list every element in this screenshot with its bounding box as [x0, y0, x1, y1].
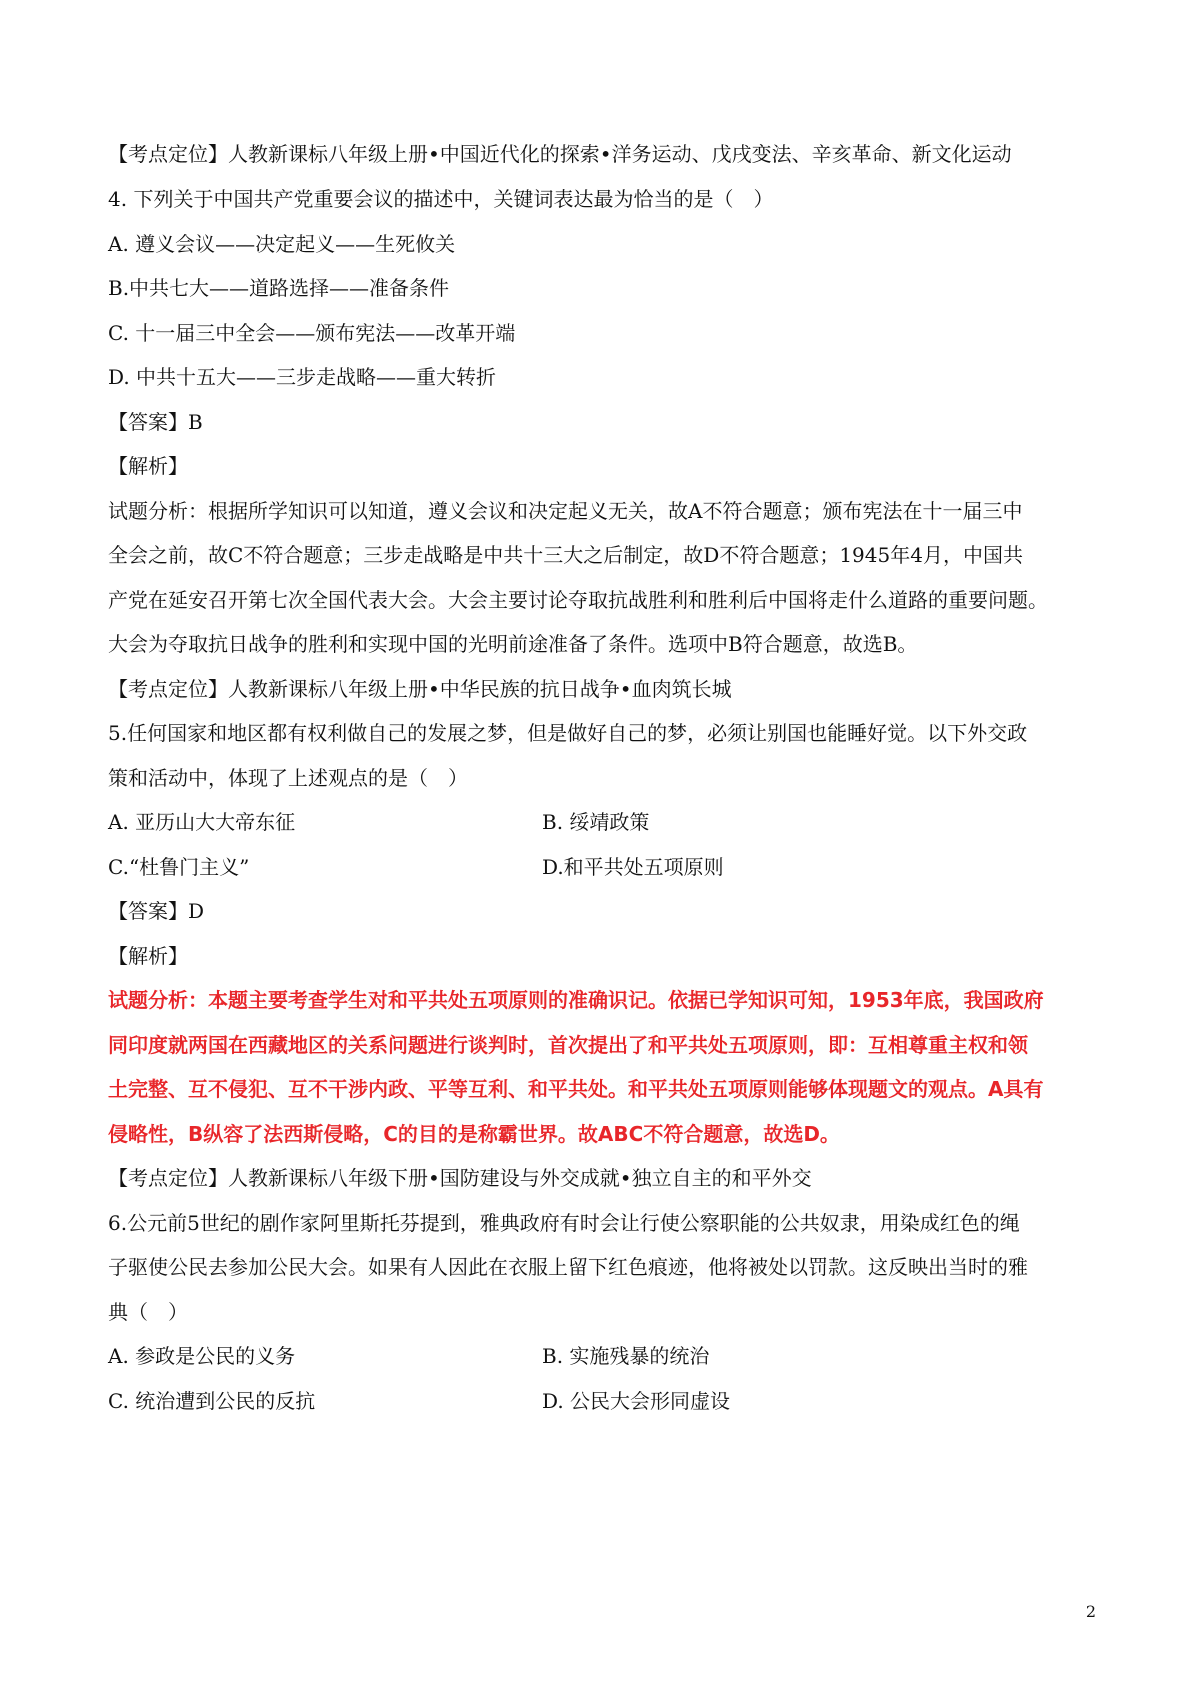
question-5-options-row-1 [108, 809, 650, 835]
question-5-option-c: C.“杜鲁门主义” [108, 855, 250, 879]
kaodian-line-q5: 【考点定位】人教新课标八年级下册•国防建设与外交成就•独立自主的和平外交 [108, 1166, 812, 1190]
question-5-option-d: D.和平共处五项原则 [542, 855, 724, 879]
question-6-option-b: B. 实施残暴的统治 [542, 1344, 710, 1368]
analysis-q5-line-3: 土完整、互不侵犯、互不干涉内政、平等互利、和平共处。和平共处五项原则能够体现题文的观点。A具有 [108, 1077, 1044, 1101]
question-4-option-d: D. 中共十五大——三步走战略——重大转折 [108, 365, 497, 389]
answer-q5: 【答案】D [108, 899, 205, 923]
analysis-q5-line-4: 侵略性，B纵容了法西斯侵略，C的目的是称霸世界。故ABC不符合题意，故选D。 [108, 1122, 840, 1146]
question-5-stem-line-2: 策和活动中，体现了上述观点的是（ ） [108, 766, 468, 790]
question-6-stem-line-2: 子驱使公民去参加公民大会。如果有人因此在衣服上留下红色痕迹，他将被处以罚款。这反映出当时的雅 [108, 1255, 1028, 1279]
question-6-option-d: D. 公民大会形同虚设 [542, 1389, 731, 1413]
analysis-q4-line-1: 试题分析：根据所学知识可以知道，遵义会议和决定起义无关，故A不符合题意；颁布宪法在十一届三中 [108, 499, 1023, 523]
answer-q4: 【答案】B [108, 410, 203, 434]
analysis-q4-line-3: 产党在延安召开第七次全国代表大会。大会主要讨论夺取抗战胜利和胜利后中国将走什么道路的重要问题。 [108, 588, 1048, 612]
kaodian-line-q3: 【考点定位】人教新课标八年级上册•中国近代化的探索•洋务运动、戊戌变法、辛亥革命、新文化运动 [108, 142, 1012, 166]
analysis-q5-line-2: 同印度就两国在西藏地区的关系问题进行谈判时，首次提出了和平共处五项原则，即：互相尊重主权和领 [108, 1033, 1028, 1057]
question-4-stem: 4. 下列关于中国共产党重要会议的描述中，关键词表达最为恰当的是（ ） [108, 187, 774, 211]
analysis-heading-q5: 【解析】 [108, 944, 188, 968]
question-4-option-c: C. 十一届三中全会——颁布宪法——改革开端 [108, 321, 516, 345]
question-5-stem-line-1: 5.任何国家和地区都有权利做自己的发展之梦，但是做好自己的梦，必须让别国也能睡好觉。以下外交政 [108, 721, 1028, 745]
question-6-options-row-2 [108, 1388, 731, 1414]
analysis-q4-line-4: 大会为夺取抗日战争的胜利和实现中国的光明前途准备了条件。选项中B符合题意，故选B。 [108, 632, 918, 656]
question-4-option-b: B.中共七大——道路选择——准备条件 [108, 276, 450, 300]
question-6-option-a: A. 参政是公民的义务 [108, 1344, 296, 1368]
question-6-stem-line-1: 6.公元前5世纪的剧作家阿里斯托芬提到，雅典政府有时会让行使公察职能的公共奴隶，用染成红色的绳 [108, 1211, 1020, 1235]
page-number: 2 [1085, 1602, 1096, 1621]
analysis-q5-line-1: 试题分析：本题主要考查学生对和平共处五项原则的准确识记。依据已学知识可知，1953年底，我国政府 [108, 988, 1044, 1012]
question-6-options-row-1 [108, 1343, 710, 1369]
analysis-heading-q4: 【解析】 [108, 454, 188, 478]
question-4-option-a: A. 遵义会议——决定起义——生死攸关 [108, 232, 456, 256]
question-5-option-a: A. 亚历山大大帝东征 [108, 810, 296, 834]
question-6-option-c: C. 统治遭到公民的反抗 [108, 1389, 316, 1413]
question-5-option-b: B. 绥靖政策 [542, 810, 650, 834]
analysis-q4-line-2: 全会之前，故C不符合题意；三步走战略是中共十三大之后制定，故D不符合题意；1945年4月，中国共 [108, 543, 1023, 567]
question-5-options-row-2 [108, 854, 724, 880]
question-6-stem-line-3: 典（ ） [108, 1300, 188, 1324]
kaodian-line-q4: 【考点定位】人教新课标八年级上册•中华民族的抗日战争•血肉筑长城 [108, 677, 732, 701]
